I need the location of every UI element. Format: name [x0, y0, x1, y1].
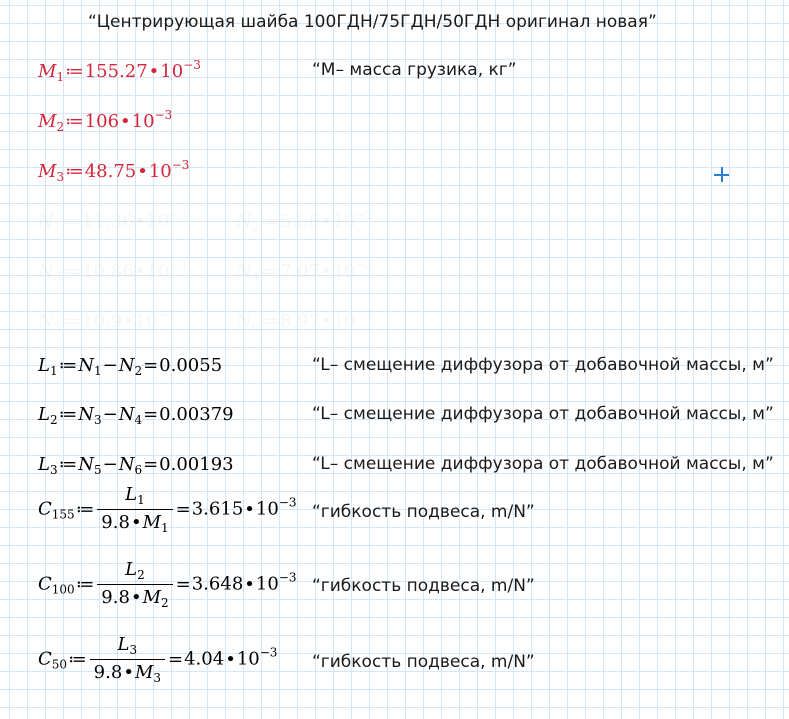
c-comment-3[interactable]: “гибкость подвеса, m/N”	[312, 652, 535, 672]
fraction: $\frac{L_2}{9.8•M_2}$	[97, 559, 172, 610]
math-region-n3[interactable]	[38, 258, 187, 284]
math-region-m2[interactable]: $M_2≔106•10^{-3}$	[38, 108, 173, 134]
math-region-n1[interactable]	[38, 208, 187, 234]
l-comment-3[interactable]: “L– смещение диффузора от добавочной массы, м”	[312, 454, 774, 474]
worksheet-title[interactable]: “Центрирующая шайба 100ГДН/75ГДН/50ГДН оригинал новая”	[88, 12, 657, 32]
math-region-c50[interactable]: $C_{50}≔$ $\frac{L_3}{9.8•M_3}$ $=4.04•10^{-3}$	[38, 634, 278, 685]
crosshair-icon	[714, 167, 729, 182]
math-region-n2[interactable]	[236, 208, 373, 234]
math-region-c155[interactable]: $C_{155}≔$ $\frac{L_1}{9.8•M_1}$ $=3.615•10^{-3}$	[38, 484, 297, 535]
c-comment-1[interactable]: “гибкость подвеса, m/N”	[312, 502, 535, 522]
math-region-m3[interactable]: $M_3≔48.75•10^{-3}$	[38, 158, 190, 184]
l-comment-2[interactable]: “L– смещение диффузора от добавочной массы, м”	[312, 404, 774, 424]
math-region-n6[interactable]	[236, 308, 373, 334]
math-region-n4[interactable]	[236, 258, 373, 284]
math-region-l3[interactable]: $L_3≔N_5-N_6=0.00193$	[38, 454, 234, 477]
math-region-l1[interactable]: $L_1≔N_1-N_2=0.0055$	[38, 355, 223, 378]
mass-comment[interactable]: “M– масса грузика, кг”	[312, 60, 517, 80]
c-comment-2[interactable]: “гибкость подвеса, m/N”	[312, 576, 535, 596]
fraction: $\frac{L_1}{9.8•M_1}$	[97, 484, 172, 535]
math-region-n5[interactable]	[38, 308, 175, 334]
l-comment-1[interactable]: “L– смещение диффузора от добавочной массы, м”	[312, 355, 774, 375]
math-region-c100[interactable]: $C_{100}≔$ $\frac{L_2}{9.8•M_2}$ $=3.648•10^{-3}$	[38, 559, 297, 610]
math-region-l2[interactable]: $L_2≔N_3-N_4=0.00379$	[38, 404, 234, 427]
fraction: $\frac{L_3}{9.8•M_3}$	[90, 634, 165, 685]
math-region-m1[interactable]: $M_1≔155.27•10^{-3}$	[38, 58, 201, 84]
